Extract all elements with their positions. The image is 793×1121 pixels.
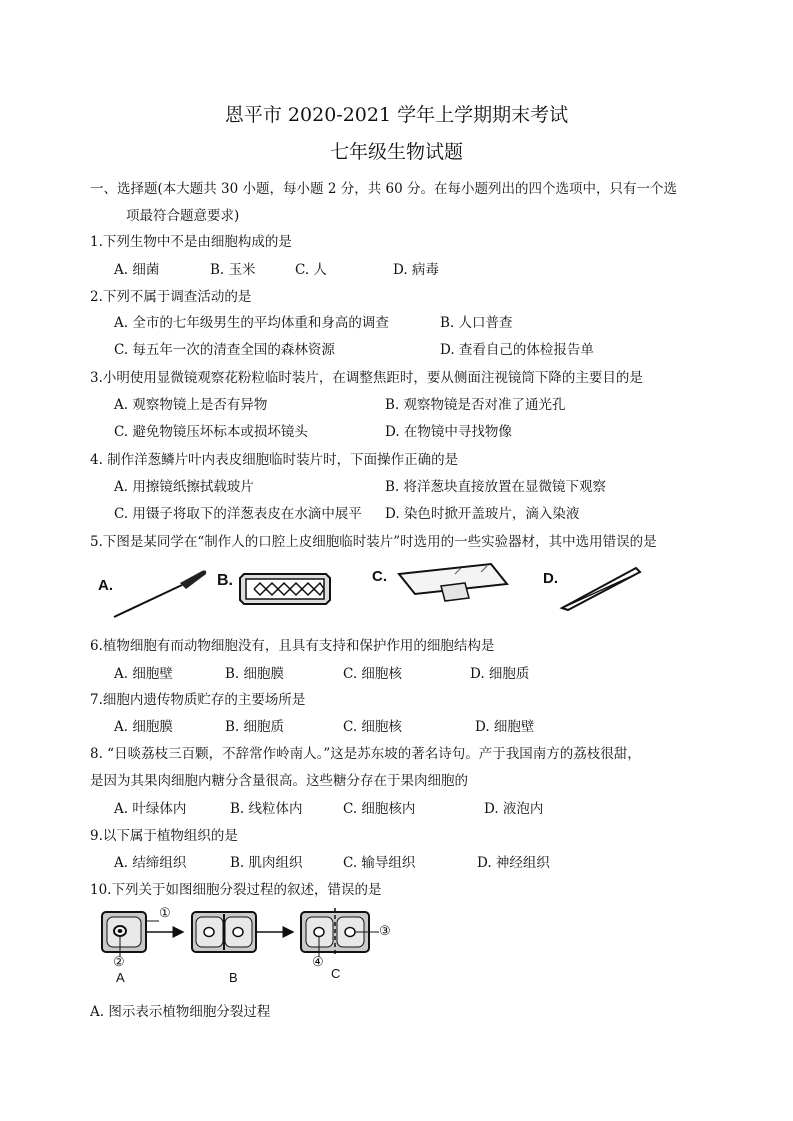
option-b: B. 将洋葱块直接放置在显微镜下观察 — [385, 479, 607, 495]
option-d: D. 在物镜中寻找物像 — [385, 424, 512, 440]
question-stem: 3.小明使用显微镜观察花粉粒临时装片，在调整焦距时，要从侧面注视镜筒下降的主要目的是 — [90, 370, 643, 386]
option-b: B. 人口普查 — [440, 315, 513, 331]
exam-title: 恩平市 2020-2021 学年上学期期末考试 — [224, 104, 569, 126]
question-stem: 4. 制作洋葱鳞片叶内表皮细胞临时装片时，下面操作正确的是 — [90, 452, 459, 468]
figure-label-cell-a: A — [116, 970, 125, 985]
option-a: A. 细菌 — [114, 262, 160, 278]
option-c: C. 避免物镜压坏标本或损坏镜头 — [114, 424, 308, 440]
option-a: A. 全市的七年级男生的平均体重和身高的调查 — [114, 315, 389, 331]
option-c: C. 每五年一次的清查全国的森林资源 — [114, 342, 335, 358]
option-d: D. 染色时掀开盖玻片，滴入染液 — [385, 506, 580, 522]
figure-label-b: B. — [217, 572, 233, 589]
option-a: A. 观察物镜上是否有异物 — [114, 397, 268, 413]
figure-label-cell-b: B — [229, 970, 238, 985]
razor-blade-figure — [240, 568, 335, 608]
question-stem-cont: 是因为其果肉细胞内糖分含量很高。这些糖分存在于果肉细胞的 — [90, 773, 468, 789]
section-heading-cont: 项最符合题意要求) — [126, 208, 240, 224]
option-b: B. 观察物镜是否对准了通光孔 — [385, 397, 566, 413]
option-c: C. 输导组织 — [343, 855, 416, 871]
dropper-figure — [110, 565, 210, 620]
figure-label-a: A. — [98, 577, 113, 594]
option-b: B. 肌肉组织 — [230, 855, 303, 871]
question-stem: 6.植物细胞有而动物细胞没有，且具有支持和保护作用的细胞结构是 — [90, 638, 495, 654]
option-c: C. 细胞核 — [343, 719, 402, 735]
option-d: D. 神经组织 — [477, 855, 550, 871]
option-c: C. 细胞核 — [343, 666, 402, 682]
section-heading: 一、选择题(本大题共 30 小题，每小题 2 分，共 60 分。在每小题列出的四个选项中，只有一个选 — [90, 181, 677, 197]
option-c: C. 细胞核内 — [343, 801, 416, 817]
option-b: B. 玉米 — [210, 262, 256, 278]
option-a: A. 细胞壁 — [114, 666, 173, 682]
option-a: A. 细胞膜 — [114, 719, 173, 735]
option-d: D. 细胞质 — [470, 666, 530, 682]
option-a: A. 图示表示植物细胞分裂过程 — [90, 1004, 271, 1020]
option-a: A. 叶绿体内 — [114, 801, 187, 817]
glass-slide-figure — [395, 560, 510, 605]
option-b: B. 线粒体内 — [230, 801, 303, 817]
option-c: C. 人 — [295, 262, 327, 278]
option-a: A. 结缔组织 — [114, 855, 187, 871]
option-d: D. 查看自己的体检报告单 — [440, 342, 594, 358]
question-stem: 10.下列关于如图细胞分裂过程的叙述，错误的是 — [90, 882, 382, 898]
question-stem: 1.下列生物中不是由细胞构成的是 — [90, 234, 292, 250]
option-c: C. 用镊子将取下的洋葱表皮在水滴中展平 — [114, 506, 362, 522]
option-b: B. 细胞质 — [225, 719, 285, 735]
option-b: B. 细胞膜 — [225, 666, 285, 682]
question-stem: 7.细胞内遗传物质贮存的主要场所是 — [90, 692, 306, 708]
tweezers-figure — [560, 562, 645, 612]
option-d: D. 液泡内 — [484, 801, 544, 817]
figure-label-c: C. — [372, 568, 387, 585]
figure-label-d: D. — [543, 570, 558, 587]
option-d: D. 病毒 — [393, 262, 439, 278]
figure-label-4: ④ — [312, 955, 324, 970]
figure-label-3: ③ — [379, 924, 391, 939]
exam-subtitle: 七年级生物试题 — [329, 141, 463, 163]
figure-label-cell-c: C — [331, 966, 341, 981]
question-stem: 5.下图是某同学在“制作人的口腔上皮细胞临时装片”时选用的一些实验器材，其中选用错误的是 — [90, 534, 657, 550]
figure-label-2: ② — [113, 955, 125, 970]
question-stem: 2.下列不属于调查活动的是 — [90, 289, 252, 305]
option-d: D. 细胞壁 — [475, 719, 535, 735]
question-stem: 8. “日啖荔枝三百颗，不辞常作岭南人。”这是苏东坡的著名诗句。产于我国南方的荔枝很甜， — [90, 746, 641, 762]
figure-label-1: ① — [159, 906, 171, 921]
option-a: A. 用擦镜纸擦拭载玻片 — [114, 479, 254, 495]
question-stem: 9.以下属于植物组织的是 — [90, 828, 238, 844]
cell-division-figure — [95, 905, 405, 985]
